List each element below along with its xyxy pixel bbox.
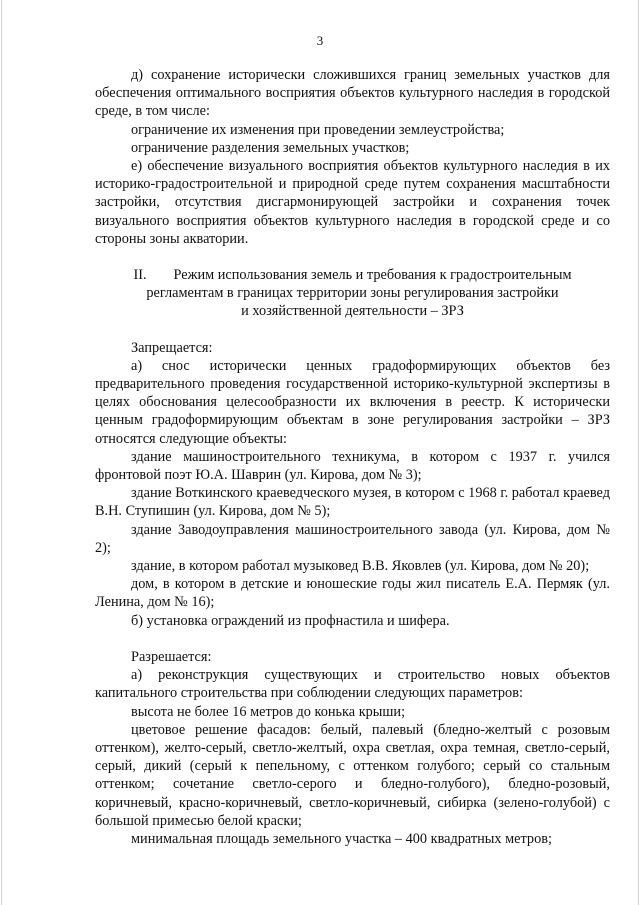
paragraph: а) реконструкция существующих и строительство новых объектов капитального строительства при соблюдении следующих параметров: [95, 667, 610, 702]
paragraph: д) сохранение исторически сложившихся границ земельных участков для обеспечения оптимального восприятия объектов культурного наследия в городской среде, в том числе: [95, 67, 610, 120]
paragraph: ограничение их изменения при проведении землеустройства; [131, 121, 505, 138]
spacer [95, 321, 610, 339]
section-heading-line: регламентам в границах территории зоны регулирования застройки [146, 285, 559, 302]
section-heading [95, 266, 610, 321]
paragraph: высота не более 16 метров до конька крыши; [131, 703, 406, 720]
paragraph: б) установка ограждений из профнастила и шифера. [131, 612, 450, 629]
document-body [95, 66, 610, 848]
paragraph: а) снос исторически ценных градоформирующих объектов без предварительного проведения государственной историко-культурной экспертизы в целях обоснования целесообразности их включения в реестр. К исторически ценным градоформирующим объектам в зоне регулирования застройки – ЗРЗ относятся следующие объекты: [95, 357, 610, 447]
paragraph: е) обеспечение визуального восприятия объектов культурного наследия в их историко-градостроительной и природной среде путем сохранения масштабности застройки, отсутствия дисгармонирующей застройки и сохранения точек визуального восприятия объектов культурного наследия в городской среде и со стороны зоны акватории. [95, 158, 610, 247]
paragraph: цветовое решение фасадов: белый, палевый (бледно-желтый с розовым оттенком), желто-серый, светло-желтый, охра светлая, охра темная, светло-серый, серый, дикий (серый к пепельному, с оттенком голубого; серый со стальным оттенком; сочетание светло-серого и бледно-голубого), бледно-розовый, коричневый, красно-коричневый, светло-коричневый, сибирка (зелено-голубой) с большой примесью белой краски; [95, 721, 610, 829]
page-edge-right [638, 0, 639, 905]
section-number: II. [133, 267, 147, 284]
section-heading-text: Режим использования земель и требования к градостроительным [173, 267, 572, 284]
paragraph: минимальная площадь земельного участка – 400 квадратных метров; [131, 830, 552, 847]
section-heading-line: и хозяйственной деятельности – ЗРЗ [241, 303, 464, 320]
paragraph: ограничение разделения земельных участков; [131, 139, 410, 156]
paragraph: здание, в котором работал музыковед В.В. Яковлев (ул. Кирова, дом № 20); [131, 558, 590, 575]
paragraph: здание машиностроительного техникума, в котором с 1937 г. учился фронтовой поэт Ю.А. Шаврин (ул. Кирова, дом № 3); [95, 448, 610, 484]
paragraph: дом, в котором в детские и юношеские годы жил писатель Е.А. Пермяк (ул. Ленина, дом № 16); [95, 576, 610, 611]
allowed-label: Разрешается: [131, 648, 212, 665]
paragraph: здание Заводоуправления машиностроительного завода (ул. Кирова, дом № 2); [95, 521, 610, 556]
page-number: 3 [316, 33, 324, 48]
spacer [95, 630, 610, 648]
prohibited-label: Запрещается: [131, 339, 213, 356]
paragraph: здание Воткинского краеведческого музея, в котором с 1968 г. работал краевед В.Н. Ступишин (ул. Кирова, дом № 5); [95, 485, 610, 520]
page-edge-left [1, 0, 2, 905]
section-heading-line [95, 266, 610, 284]
